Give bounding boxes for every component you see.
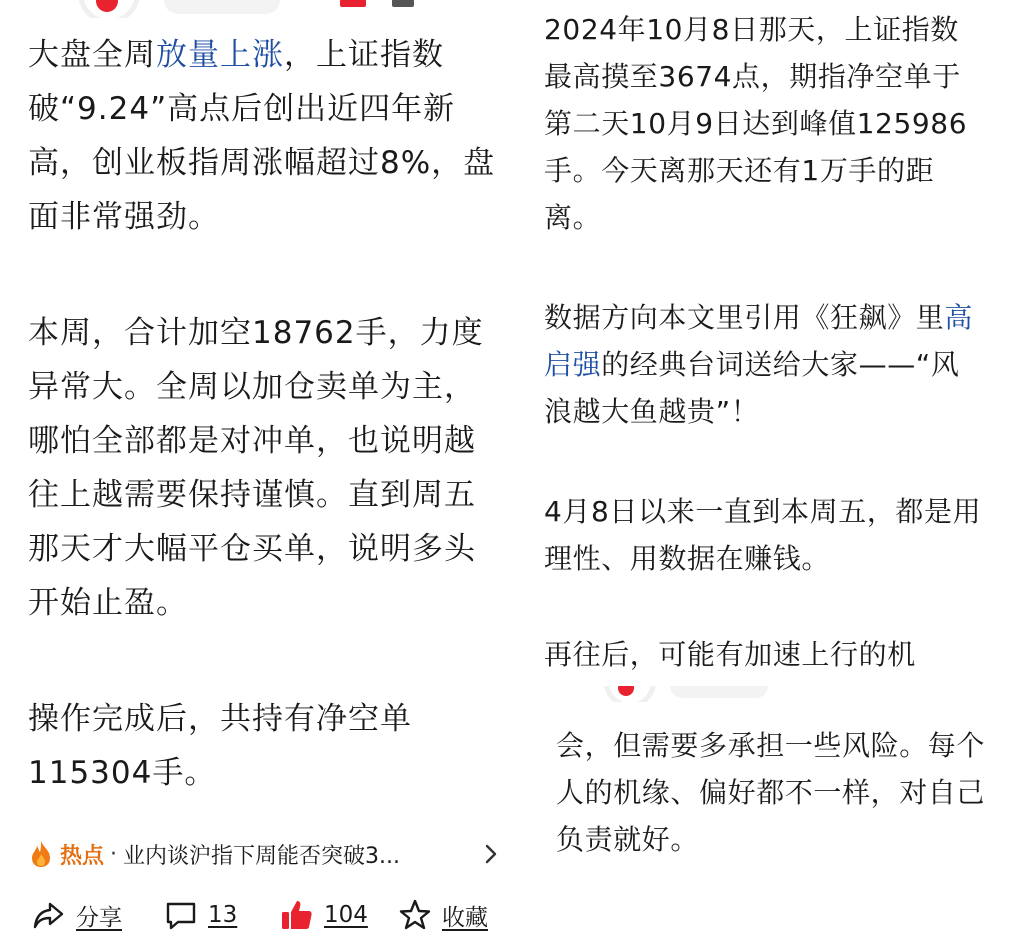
follow-pill-2[interactable] [670,686,768,698]
paragraph-outlook-start: 再往后，可能有加速上行的机 [544,638,916,671]
share-button[interactable] [32,898,122,932]
cropped-red-text [340,0,366,7]
cropped-grey-text [392,0,414,7]
follow-pill[interactable] [164,0,280,14]
action-bar [28,890,498,940]
cropped-header-strip [0,0,512,18]
comment-count: 13 [208,902,238,928]
comment-icon [164,898,198,932]
right-screenshot-upper [520,0,1024,686]
like-button[interactable] [280,898,368,932]
cropped-header-strip-2 [520,686,1024,702]
highlight-link[interactable]: 放量上涨 [156,37,284,73]
separator-dot: · [110,841,118,867]
paragraph-quote: 数据方向本文里引用《狂飙》里高启强的经典台词送给大家——“风浪越大鱼越贵”！ [544,301,974,428]
right-screenshot-lower [520,686,1024,952]
favorite-label: 收藏 [442,904,488,931]
chevron-right-icon [484,844,498,864]
highlight-name-link[interactable]: 高启强 [544,301,974,381]
flame-icon [28,840,54,868]
share-icon [32,898,66,932]
paragraph-weekly-position: 本周，合计加空18762手，力度异常大。全周以加仓卖单为主，哪怕全部都是对冲单，也说明越往上越需要保持谨慎。直到周五那天才大幅平仓买单，说明多头开始止盈。 [28,315,484,621]
hot-topic-bar[interactable] [28,832,498,876]
favorite-button[interactable] [398,898,488,932]
paragraph-market-summary: 大盘全周放量上涨，上证指数破“9.24”高点后创出近四年新高，创业板指周涨幅超过8%，盘面非常强劲。 [28,37,496,235]
paragraph-net-short: 操作完成后，共持有净空单115304手。 [28,701,412,791]
paragraph-since-april: 4月8日以来一直到本周五，都是用理性、用数据在赚钱。 [544,495,982,575]
share-label: 分享 [76,904,122,931]
hot-label: 热点 [60,843,105,869]
like-count: 104 [324,902,368,928]
thumbs-up-icon [280,898,314,932]
hot-topic-title[interactable]: 业内谈沪指下周能否突破3... [123,843,400,869]
paragraph-peak-short: 2024年10月8日那天，上证指数最高摸至3674点，期指净空单于第二天10月9日达到峰值125986手。今天离那天还有1万手的距离。 [544,13,968,234]
paragraph-outlook-end: 会，但需要多承担一些风险。每个人的机缘、偏好都不一样，对自己负责就好。 [556,729,986,856]
star-icon [398,898,432,932]
comment-button[interactable] [164,898,237,932]
